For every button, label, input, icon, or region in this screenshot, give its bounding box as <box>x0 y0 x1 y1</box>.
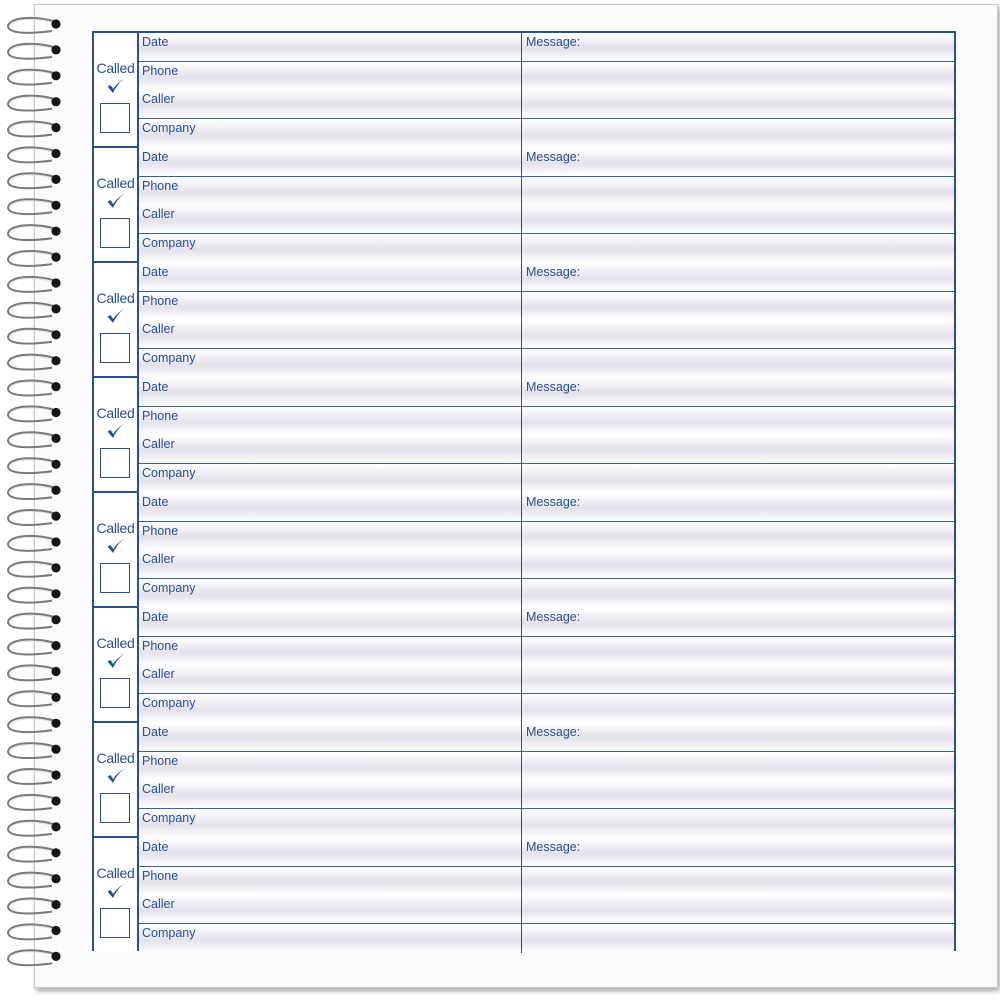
called-checkbox[interactable] <box>100 448 130 478</box>
binding-hole <box>51 408 60 417</box>
message-label: Message: <box>526 380 581 394</box>
date-label: Date <box>142 265 169 279</box>
spiral-ring <box>8 122 61 137</box>
date-field[interactable] <box>139 723 522 751</box>
company-field[interactable] <box>139 809 522 838</box>
message-line[interactable] <box>524 378 954 406</box>
caller-field[interactable] <box>139 780 522 808</box>
message-line[interactable] <box>524 119 954 148</box>
date-field[interactable] <box>139 838 522 866</box>
date-label: Date <box>142 150 169 164</box>
spiral-ring <box>8 44 61 59</box>
called-cell <box>94 493 139 606</box>
check-mark-icon <box>106 882 126 900</box>
caller-label: Caller <box>142 92 175 106</box>
date-label: Date <box>142 35 169 49</box>
message-line[interactable] <box>524 90 954 118</box>
caller-field[interactable] <box>139 895 522 923</box>
spiral-ring <box>8 303 61 318</box>
spiral-ring <box>8 562 61 577</box>
company-field[interactable] <box>139 694 522 723</box>
caller-field[interactable] <box>139 550 522 578</box>
phone-label: Phone <box>142 638 179 653</box>
message-line[interactable] <box>524 550 954 578</box>
spiral-ring <box>8 691 61 706</box>
binding-hole <box>51 175 60 184</box>
binding-hole <box>51 926 60 935</box>
company-row <box>139 234 954 263</box>
phone-field[interactable] <box>139 62 522 90</box>
spiral-ring <box>8 458 61 473</box>
called-label: Called <box>96 290 135 306</box>
spiral-ring <box>8 899 61 914</box>
message-block <box>94 493 954 608</box>
binding-hole <box>51 304 60 313</box>
called-label: Called <box>96 635 135 651</box>
date-field[interactable] <box>139 378 522 406</box>
message-line[interactable] <box>524 809 954 838</box>
date-label: Date <box>142 610 169 624</box>
phone-row <box>139 637 954 666</box>
spiral-ring <box>8 329 61 344</box>
caller-row <box>139 665 954 694</box>
date-label: Date <box>142 725 169 739</box>
message-line[interactable] <box>524 723 954 751</box>
caller-row <box>139 435 954 464</box>
message-line[interactable] <box>524 895 954 923</box>
called-checkbox[interactable] <box>100 103 130 133</box>
spiral-ring <box>8 665 61 680</box>
message-line[interactable] <box>524 665 954 693</box>
phone-field[interactable] <box>139 522 522 550</box>
message-line[interactable] <box>524 867 954 895</box>
date-row <box>139 378 954 407</box>
message-line[interactable] <box>524 924 954 953</box>
phone-message-form <box>92 31 956 951</box>
called-cell <box>94 378 139 491</box>
message-block <box>94 378 954 493</box>
company-row <box>139 694 954 723</box>
spiral-ring <box>8 96 61 111</box>
binding-hole <box>51 201 60 210</box>
spiral-ring <box>8 277 61 292</box>
message-block <box>94 838 954 953</box>
message-line[interactable] <box>524 263 954 291</box>
check-mark-icon <box>106 192 126 210</box>
binding-hole <box>51 796 60 805</box>
called-checkbox[interactable] <box>100 678 130 708</box>
caller-label: Caller <box>142 552 175 566</box>
date-row <box>139 608 954 637</box>
caller-field[interactable] <box>139 435 522 463</box>
spiral-ring <box>8 484 61 499</box>
called-label: Called <box>96 750 135 766</box>
called-checkbox[interactable] <box>100 793 130 823</box>
called-checkbox[interactable] <box>100 218 130 248</box>
date-field[interactable] <box>139 493 522 521</box>
date-label: Date <box>142 840 169 854</box>
caller-label: Caller <box>142 667 175 681</box>
called-checkbox[interactable] <box>100 563 130 593</box>
spiral-ring <box>8 769 61 784</box>
spiral-ring <box>8 381 61 396</box>
caller-label: Caller <box>142 897 175 911</box>
called-checkbox[interactable] <box>100 908 130 938</box>
binding-hole <box>51 123 60 132</box>
date-row <box>139 263 954 292</box>
binding-hole <box>51 486 60 495</box>
binding-hole <box>51 434 60 443</box>
date-label: Date <box>142 495 169 509</box>
message-line[interactable] <box>524 292 954 320</box>
date-label: Date <box>142 380 169 394</box>
date-row <box>139 838 954 867</box>
phone-field[interactable] <box>139 752 522 780</box>
date-field[interactable] <box>139 263 522 291</box>
message-label: Message: <box>526 725 581 739</box>
message-line[interactable] <box>524 780 954 808</box>
phone-row <box>139 292 954 321</box>
binding-hole <box>51 253 60 262</box>
message-label: Message: <box>526 265 581 279</box>
company-label: Company <box>142 925 196 940</box>
message-label: Message: <box>526 150 581 164</box>
company-field[interactable] <box>139 119 522 148</box>
message-line[interactable] <box>524 349 954 378</box>
caller-row <box>139 90 954 119</box>
phone-row <box>139 867 954 896</box>
caller-field[interactable] <box>139 665 522 693</box>
called-label: Called <box>96 60 135 76</box>
binding-hole <box>51 563 60 572</box>
company-label: Company <box>142 695 196 710</box>
date-field[interactable] <box>139 33 522 61</box>
date-row <box>139 148 954 177</box>
company-label: Company <box>142 810 196 825</box>
spiral-binding-icon <box>0 0 70 1000</box>
caller-row <box>139 205 954 234</box>
called-cell <box>94 608 139 721</box>
message-line[interactable] <box>524 522 954 550</box>
binding-hole <box>51 874 60 883</box>
spiral-ring <box>8 251 61 266</box>
message-label: Message: <box>526 35 581 49</box>
message-line[interactable] <box>524 579 954 608</box>
spiral-ring <box>8 173 61 188</box>
message-block <box>94 263 954 378</box>
spiral-ring <box>8 588 61 603</box>
company-label: Company <box>142 235 196 250</box>
company-field[interactable] <box>139 234 522 263</box>
message-line[interactable] <box>524 320 954 348</box>
message-line[interactable] <box>524 33 954 61</box>
binding-hole <box>51 848 60 857</box>
phone-label: Phone <box>142 523 179 538</box>
phone-label: Phone <box>142 868 179 883</box>
company-label: Company <box>142 580 196 595</box>
phone-row <box>139 407 954 436</box>
message-line[interactable] <box>524 608 954 636</box>
message-line[interactable] <box>524 435 954 463</box>
message-line[interactable] <box>524 148 954 176</box>
spiral-ring <box>8 640 61 655</box>
called-cell <box>94 148 139 261</box>
called-cell <box>94 838 139 951</box>
binding-hole <box>51 227 60 236</box>
date-row <box>139 33 954 62</box>
caller-label: Caller <box>142 322 175 336</box>
spiral-ring <box>8 614 61 629</box>
company-row <box>139 924 954 953</box>
caller-row <box>139 780 954 809</box>
check-mark-icon <box>106 422 126 440</box>
phone-field[interactable] <box>139 177 522 205</box>
message-block <box>94 33 954 148</box>
called-checkbox[interactable] <box>100 333 130 363</box>
company-row <box>139 579 954 608</box>
binding-hole <box>51 952 60 961</box>
caller-label: Caller <box>142 207 175 221</box>
caller-label: Caller <box>142 782 175 796</box>
binding-hole <box>51 900 60 909</box>
binding-hole <box>51 693 60 702</box>
company-row <box>139 809 954 838</box>
binding-hole <box>51 356 60 365</box>
spiral-ring <box>8 18 61 33</box>
check-mark-icon <box>106 77 126 95</box>
phone-field[interactable] <box>139 637 522 665</box>
called-cell <box>94 263 139 376</box>
caller-field[interactable] <box>139 320 522 348</box>
caller-row <box>139 895 954 924</box>
check-mark-icon <box>106 307 126 325</box>
spiral-ring <box>8 536 61 551</box>
phone-field[interactable] <box>139 407 522 435</box>
spiral-ring <box>8 821 61 836</box>
binding-hole <box>51 745 60 754</box>
spiral-ring <box>8 950 61 965</box>
phone-field[interactable] <box>139 292 522 320</box>
spiral-ring <box>8 432 61 447</box>
message-line[interactable] <box>524 838 954 866</box>
spiral-ring <box>8 70 61 85</box>
called-label: Called <box>96 175 135 191</box>
phone-label: Phone <box>142 753 179 768</box>
message-block <box>94 723 954 838</box>
binding-hole <box>51 667 60 676</box>
date-field[interactable] <box>139 608 522 636</box>
binding-hole <box>51 589 60 598</box>
message-label: Message: <box>526 495 581 509</box>
phone-label: Phone <box>142 63 179 78</box>
message-line[interactable] <box>524 637 954 665</box>
called-label: Called <box>96 405 135 421</box>
message-line[interactable] <box>524 205 954 233</box>
caller-row <box>139 320 954 349</box>
called-label: Called <box>96 520 135 536</box>
spiral-ring <box>8 406 61 421</box>
phone-label: Phone <box>142 408 179 423</box>
check-mark-icon <box>106 537 126 555</box>
message-line[interactable] <box>524 694 954 723</box>
binding-hole <box>51 641 60 650</box>
binding-hole <box>51 822 60 831</box>
company-row <box>139 349 954 378</box>
company-label: Company <box>142 350 196 365</box>
caller-field[interactable] <box>139 90 522 118</box>
message-block <box>94 148 954 263</box>
spiral-ring <box>8 199 61 214</box>
company-row <box>139 119 954 148</box>
date-row <box>139 723 954 752</box>
company-row <box>139 464 954 493</box>
spiral-ring <box>8 743 61 758</box>
company-field[interactable] <box>139 349 522 378</box>
spiral-ring <box>8 717 61 732</box>
company-label: Company <box>142 465 196 480</box>
called-label: Called <box>96 865 135 881</box>
binding-hole <box>51 71 60 80</box>
message-line[interactable] <box>524 752 954 780</box>
message-line[interactable] <box>524 177 954 205</box>
binding-hole <box>51 149 60 158</box>
binding-hole <box>51 278 60 287</box>
message-line[interactable] <box>524 464 954 493</box>
caller-row <box>139 550 954 579</box>
binding-hole <box>51 97 60 106</box>
spiral-ring <box>8 795 61 810</box>
spiral-ring <box>8 924 61 939</box>
phone-field[interactable] <box>139 867 522 895</box>
check-mark-icon <box>106 767 126 785</box>
company-label: Company <box>142 120 196 135</box>
binding-hole <box>51 771 60 780</box>
message-line[interactable] <box>524 407 954 435</box>
phone-label: Phone <box>142 178 179 193</box>
check-mark-icon <box>106 652 126 670</box>
spiral-ring <box>8 147 61 162</box>
binding-hole <box>51 330 60 339</box>
company-field[interactable] <box>139 579 522 608</box>
phone-row <box>139 62 954 91</box>
called-cell <box>94 33 139 146</box>
binding-hole <box>51 719 60 728</box>
message-label: Message: <box>526 840 581 854</box>
phone-label: Phone <box>142 293 179 308</box>
message-line[interactable] <box>524 62 954 90</box>
binding-hole <box>51 45 60 54</box>
spiral-ring <box>8 510 61 525</box>
message-label: Message: <box>526 610 581 624</box>
message-line[interactable] <box>524 493 954 521</box>
message-block <box>94 608 954 723</box>
binding-hole <box>51 19 60 28</box>
binding-hole <box>51 511 60 520</box>
caller-label: Caller <box>142 437 175 451</box>
spiral-ring <box>8 847 61 862</box>
company-field[interactable] <box>139 464 522 493</box>
called-cell <box>94 723 139 836</box>
company-field[interactable] <box>139 924 522 953</box>
spiral-ring <box>8 225 61 240</box>
message-line[interactable] <box>524 234 954 263</box>
binding-hole <box>51 615 60 624</box>
caller-field[interactable] <box>139 205 522 233</box>
date-field[interactable] <box>139 148 522 176</box>
phone-row <box>139 522 954 551</box>
phone-row <box>139 177 954 206</box>
spiral-ring <box>8 355 61 370</box>
date-row <box>139 493 954 522</box>
spiral-ring <box>8 873 61 888</box>
phone-row <box>139 752 954 781</box>
binding-hole <box>51 537 60 546</box>
binding-hole <box>51 382 60 391</box>
binding-hole <box>51 460 60 469</box>
